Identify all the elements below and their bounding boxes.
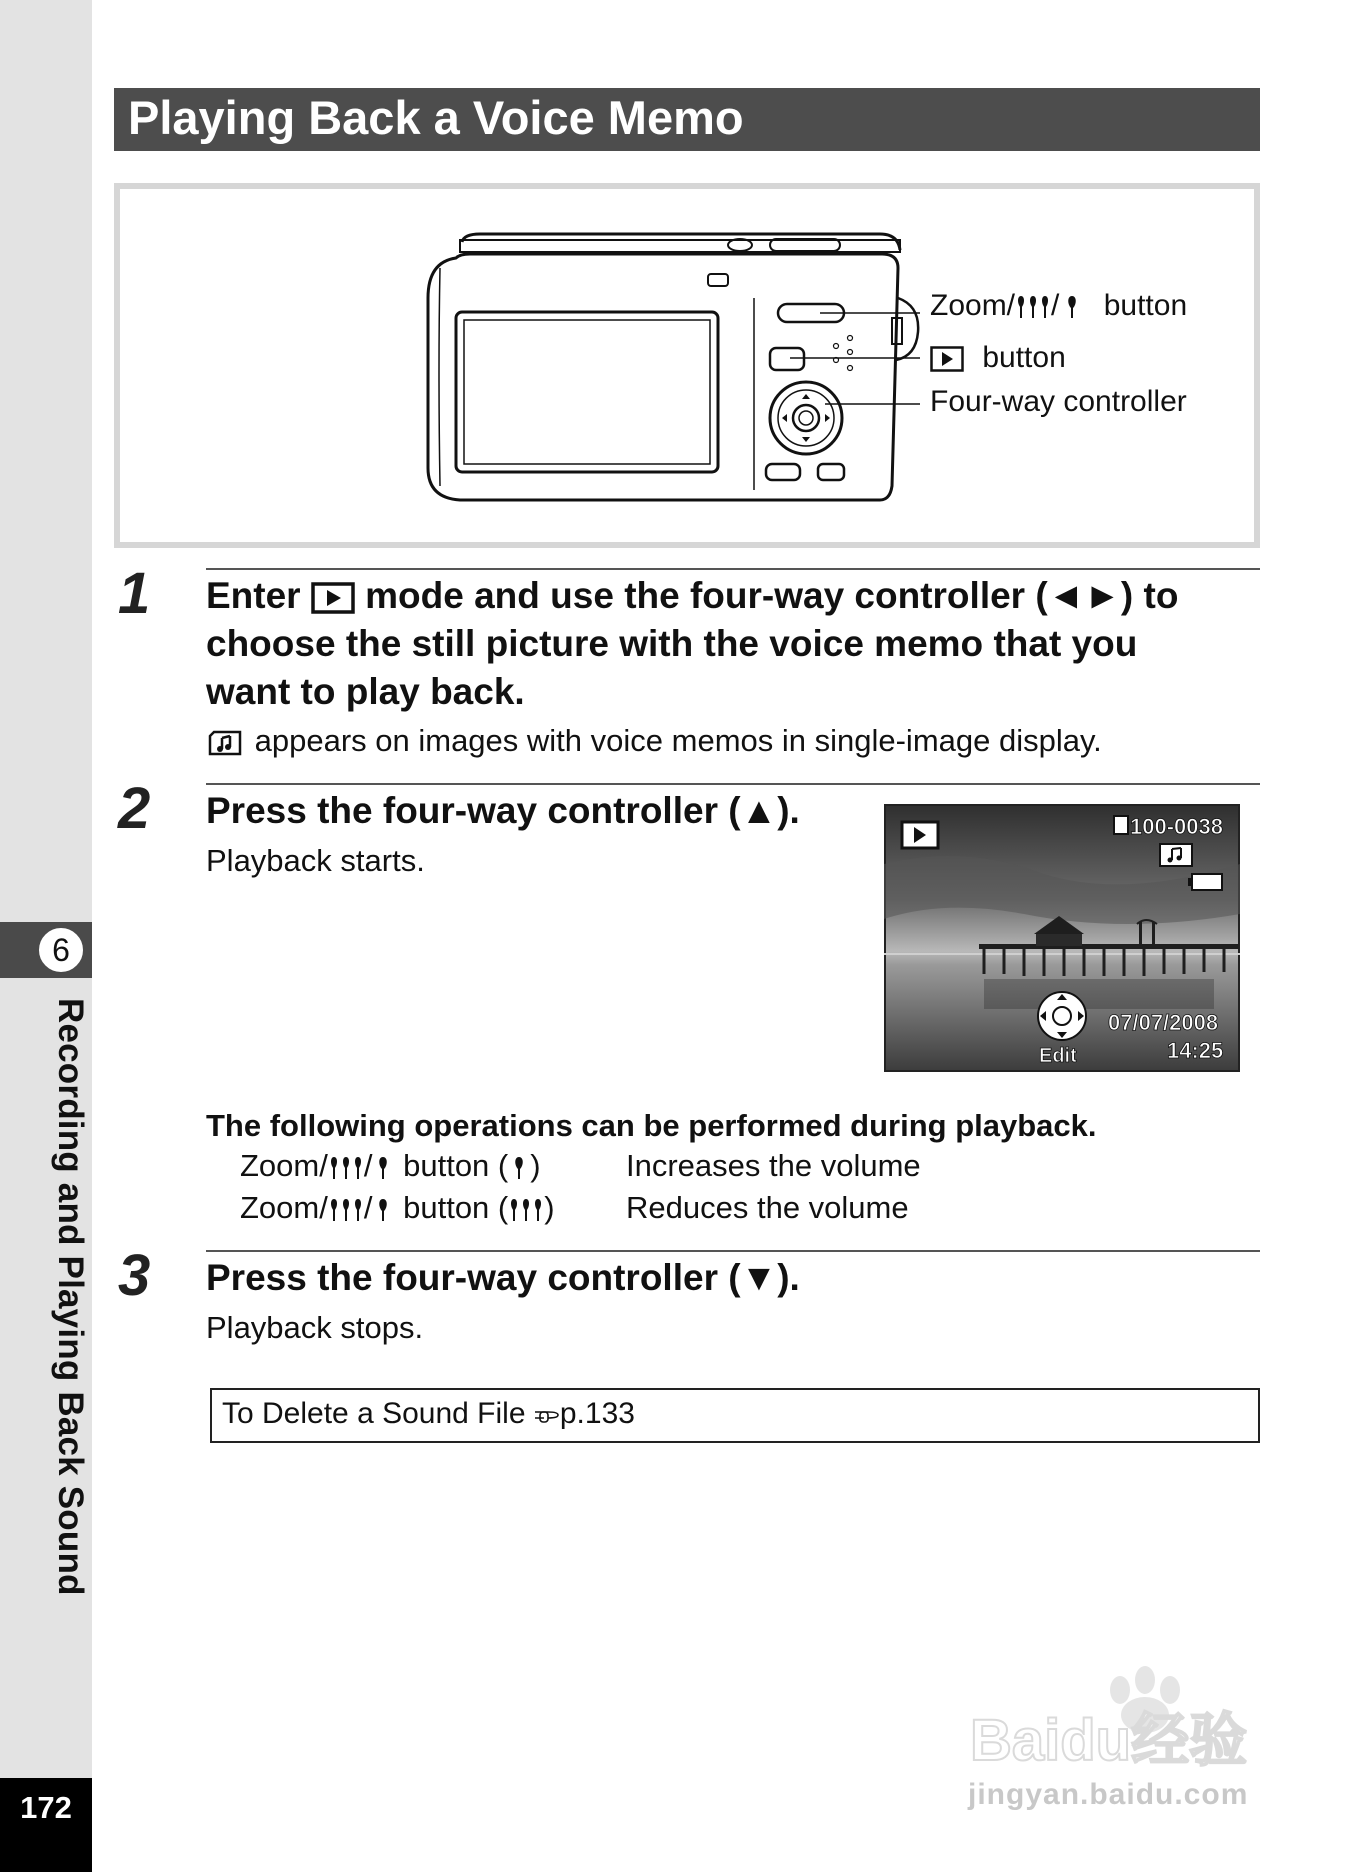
step-1-line-1: Enter mode and use the four-way controller (◄►) to [206, 575, 1179, 616]
lcd-time: 14:25 [1167, 1038, 1224, 1063]
page-number: 172 [20, 1790, 72, 1825]
watermark-brand: Baidu经验 [970, 1708, 1248, 1770]
step-2-note: Playback starts. [206, 843, 425, 878]
zoom-button-callout: Zoom/ / button [930, 289, 1188, 322]
operation-value-increase: Increases the volume [626, 1148, 921, 1183]
playback-icon [930, 346, 964, 372]
telephoto-icon [508, 1155, 530, 1181]
step-1-note: appears on images with voice memos in single-image display. [206, 723, 1102, 759]
edit-label: Edit [1039, 1045, 1077, 1067]
camera-back-illustration [420, 228, 920, 513]
wide-angle-icon [328, 1155, 364, 1181]
step-1-rule [206, 568, 1260, 570]
file-number: 100-0038 [1130, 814, 1223, 839]
playback-mode-icon [311, 582, 355, 614]
chapter-number: 6 [36, 925, 86, 975]
operations-heading: The following operations can be performed during playback. [206, 1108, 1097, 1143]
voice-memo-icon [206, 729, 246, 757]
step-3-note: Playback stops. [206, 1310, 424, 1345]
operation-row-reduce: Zoom/ / button ( ) [240, 1190, 555, 1225]
reference-link[interactable]: To Delete a Sound File p.133 [222, 1397, 635, 1430]
watermark-domain: jingyan.baidu.com [968, 1778, 1249, 1811]
page-title: Playing Back a Voice Memo [128, 91, 744, 144]
step-2-heading: Press the four-way controller (▲). [206, 790, 800, 831]
step-1-line-3: want to play back. [206, 671, 525, 712]
wide-angle-icon [1015, 294, 1051, 320]
operation-row-increase: Zoom/ / button ( ) [240, 1148, 541, 1183]
pointing-hand-icon [534, 1406, 560, 1424]
step-2-number: 2 [118, 776, 151, 841]
wide-angle-icon [508, 1197, 544, 1223]
step-1-number: 1 [118, 561, 151, 626]
wide-angle-icon [328, 1197, 364, 1223]
telephoto-icon [372, 1197, 394, 1223]
step-2-rule [206, 783, 1260, 785]
telephoto-icon [372, 1155, 394, 1181]
step-3-heading: Press the four-way controller (▼). [206, 1257, 800, 1298]
playback-lcd-screen [884, 804, 1240, 1072]
step-3-rule [206, 1250, 1260, 1252]
lcd-date: 07/07/2008 [1108, 1010, 1219, 1035]
playback-button-callout: button [930, 341, 1066, 375]
operation-value-reduce: Reduces the volume [626, 1190, 909, 1225]
four-way-controller-callout: Four-way controller [930, 385, 1187, 418]
telephoto-icon [1059, 294, 1085, 320]
step-1-line-2: choose the still picture with the voice memo that you [206, 623, 1138, 664]
step-1-heading [206, 572, 1178, 716]
chapter-title: Recording and Playing Back Sound [51, 998, 90, 1596]
baidu-watermark-logo [960, 1660, 1290, 1770]
step-3-number: 3 [118, 1243, 151, 1308]
